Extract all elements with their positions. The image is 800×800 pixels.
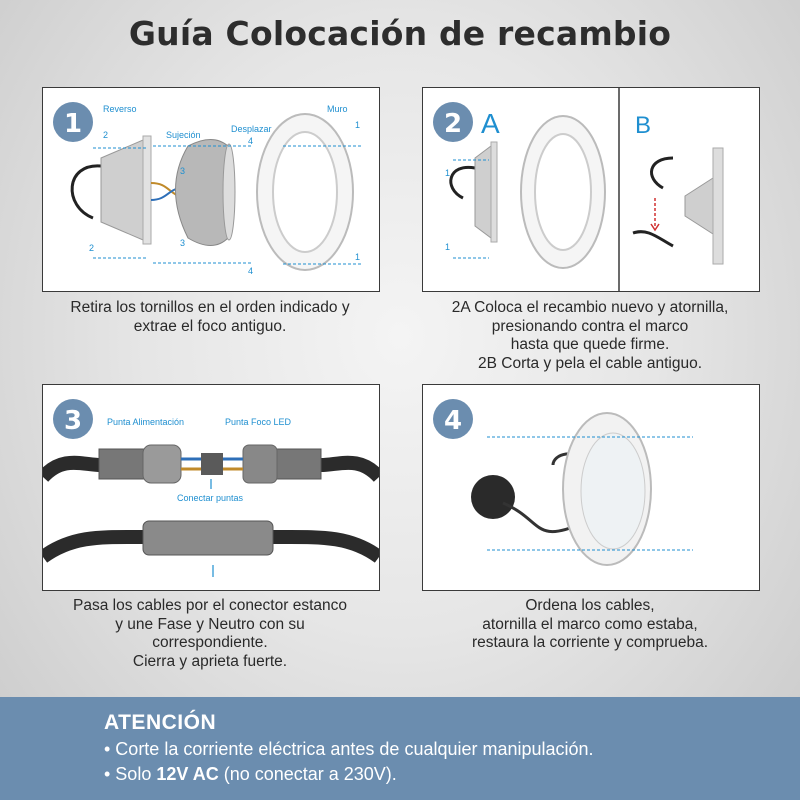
step-2-number: 2	[443, 109, 463, 139]
label-2-bottom: 2	[89, 243, 95, 253]
step-2-panel	[422, 87, 760, 292]
label-2-top: 2	[103, 130, 109, 140]
label-sujecion: Sujeción	[166, 130, 201, 140]
label-4-top: 4	[248, 136, 254, 146]
step-1-caption	[30, 299, 390, 336]
step-4-illustration	[423, 385, 759, 590]
page-title: Guía Colocación de recambio	[128, 14, 672, 53]
step-2-caption	[410, 299, 770, 373]
label-reverso: Reverso	[103, 104, 137, 114]
label-muro: Muro	[327, 104, 348, 114]
label-3-bottom: 3	[180, 238, 186, 248]
warning-line-2-pre: • Solo	[104, 764, 157, 784]
caption-line: Retira los tornillos en el orden indicado y	[70, 299, 350, 316]
step-4-caption	[410, 597, 770, 653]
step-1-panel	[42, 87, 380, 292]
warning-voltage: 12V AC	[156, 764, 219, 784]
step-3-panel	[42, 384, 380, 591]
warning-line-2-post: (no conectar a 230V).	[218, 764, 397, 784]
step-3-caption	[30, 597, 390, 671]
label-1-bottom: 1	[445, 242, 451, 252]
step-4-panel	[422, 384, 760, 591]
label-3-top: 3	[180, 166, 186, 176]
caption-line: hasta que quede firme.	[510, 336, 670, 353]
step-2-illustration	[423, 88, 759, 291]
caption-line: presionando contra el marco	[491, 317, 689, 335]
label-2a: A	[481, 108, 500, 139]
caption-line: y une Fase y Neutro con su	[115, 615, 305, 633]
label-desplazar: Desplazar	[231, 124, 272, 134]
warning-title: ATENCIÓN	[104, 711, 217, 734]
step-3-illustration	[43, 385, 379, 590]
step-1-illustration	[43, 88, 379, 291]
label-2b: B	[635, 112, 652, 139]
caption-line: restaura la corriente y comprueba.	[471, 634, 709, 651]
caption-line: correspondiente.	[152, 634, 268, 651]
label-punta-alimentacion: Punta Alimentación	[107, 417, 185, 427]
warning-line-2	[104, 764, 397, 785]
caption-line: extrae el foco antiguo.	[133, 317, 287, 335]
label-1-top: 1	[445, 168, 451, 178]
warning-line-1: • Corte la corriente eléctrica antes de cualquier manipulación.	[104, 739, 594, 759]
label-1-bottom: 1	[355, 252, 361, 262]
step-1-number: 1	[63, 109, 83, 139]
caption-line: 2A Coloca el recambio nuevo y atornilla,	[451, 299, 729, 316]
step-4-number: 4	[443, 406, 463, 436]
label-1-top: 1	[355, 120, 361, 130]
caption-line: Pasa los cables por el conector estanco	[73, 597, 347, 614]
caption-line: Ordena los cables,	[525, 597, 655, 614]
caption-line: 2B Corta y pela el cable antiguo.	[477, 354, 703, 372]
label-punta-foco: Punta Foco LED	[225, 417, 292, 427]
caption-line: Cierra y aprieta fuerte.	[132, 652, 288, 670]
label-4-bottom: 4	[248, 266, 254, 276]
warning-banner	[0, 697, 800, 800]
caption-line: atornilla el marco como estaba,	[482, 615, 698, 633]
step-3-number: 3	[63, 406, 83, 436]
label-conectar: Conectar puntas	[177, 493, 244, 503]
